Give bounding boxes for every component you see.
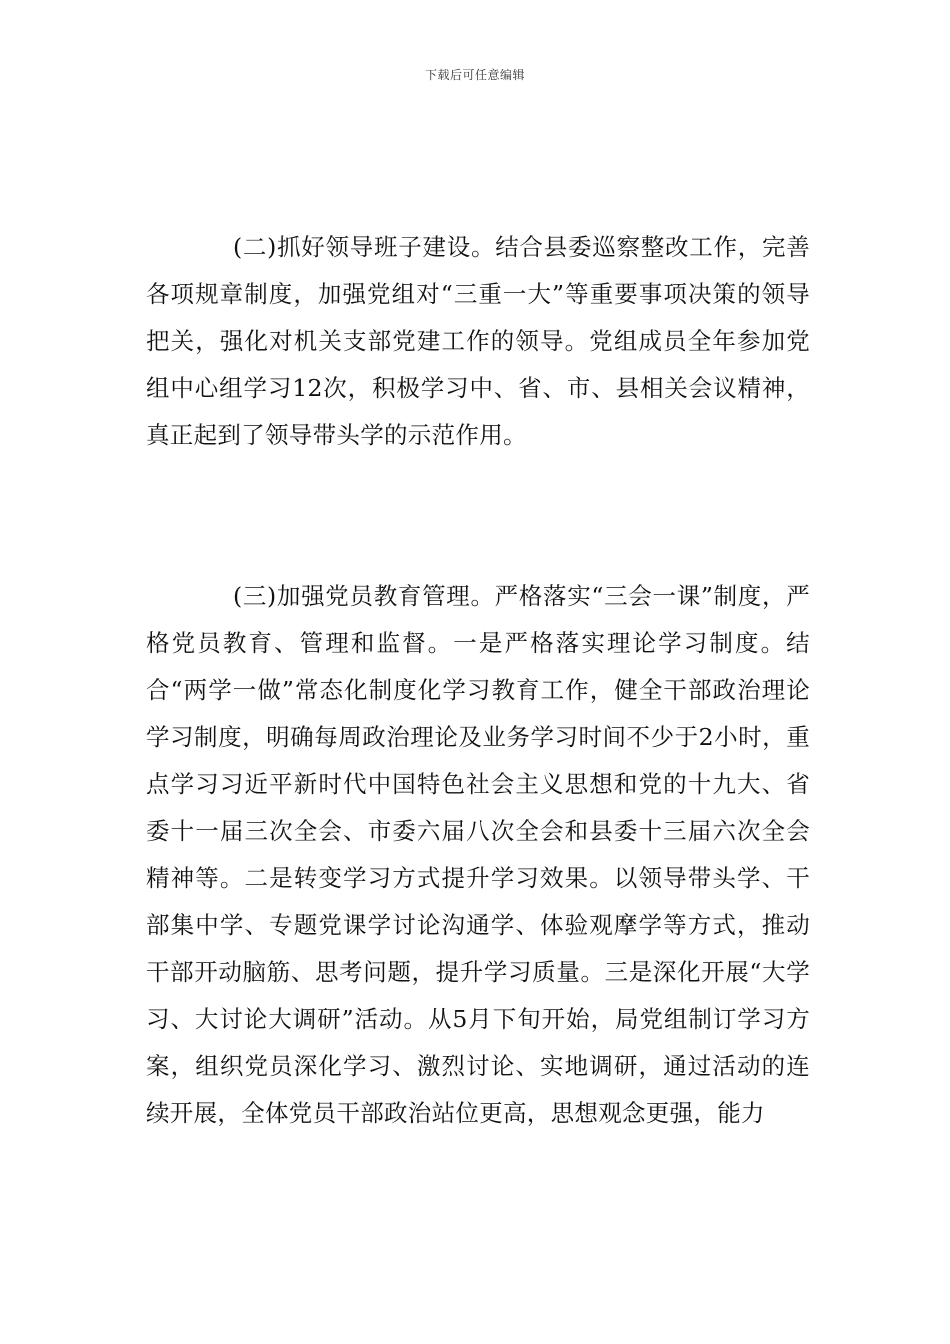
paragraph-member-education: (三)加强党员教育管理。严格落实“三会一课”制度，严格党员教育、管理和监督。一是严格落实理论学习制度。结合“两学一做”常态化制度化学习教育工作，健全干部政治理论学习制度，明确每周政治理论及业务学习时间不少于2小时，重点学习习近平新时代中国特色社会主义思想和党的十九大、省委十一届三次全会、市委六届八次全会和县委十三届六次全会精神等。二是转变学习方式提升学习效果。以领导带头学、干部集中学、专题党课学讨论沟通学、体验观摩学等方式，推动干部开动脑筋、思考问题，提升学习质量。三是深化开展“大学习、大讨论大调研”活动。从5月下旬开始，局党组制订学习方案，组织党员深化学习、激烈讨论、实地调研，通过活动的连续开展，全体党员干部政治站位更高，思想观念更强，能力 xyxy=(146,582,810,1127)
paragraph-leadership-team: (二)抓好领导班子建设。结合县委巡察整改工作，完善各项规章制度，加强党组对“三重一大”等重要事项决策的领导把关，强化对机关支部党建工作的领导。党组成员全年参加党组中心组学习12次，积极学习中、省、市、县相关会议精神，真正起到了领导带头学的示范作用。 xyxy=(146,233,810,449)
header-note: 下载后可任意编辑 xyxy=(424,68,525,82)
